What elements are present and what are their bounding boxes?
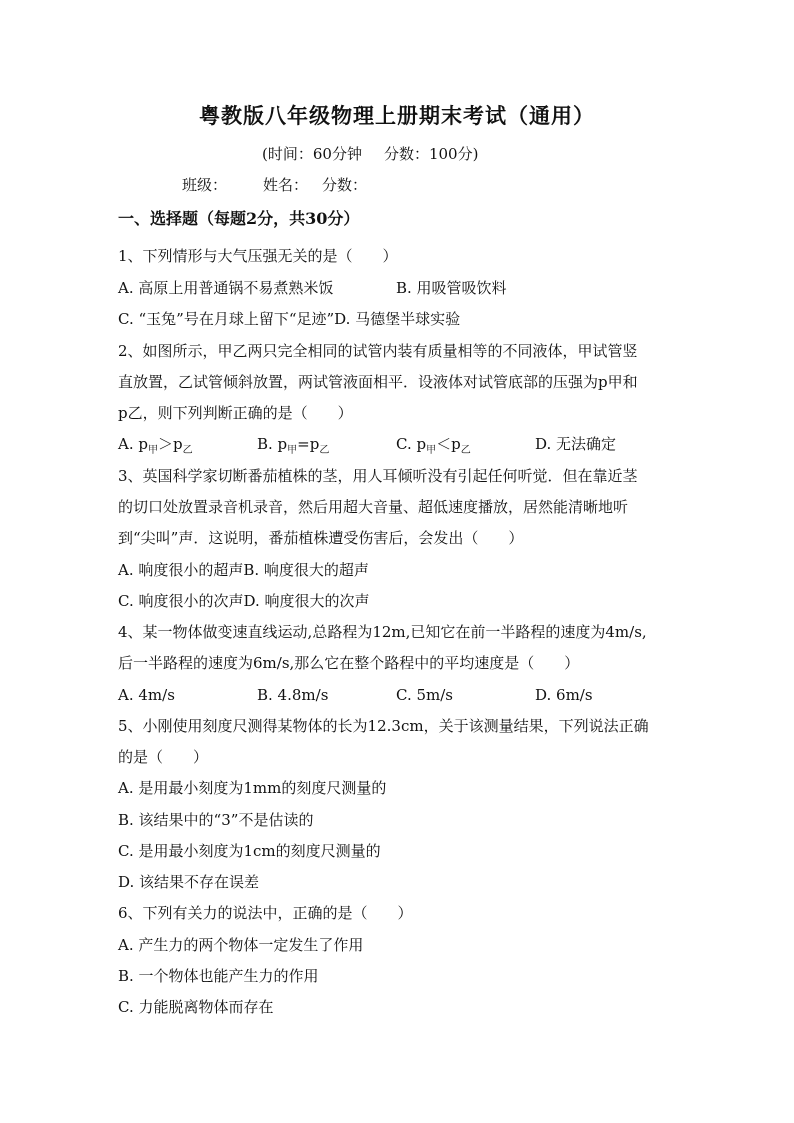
question-1-stem: 1、下列情形与大气压强无关的是（ ）: [118, 247, 398, 265]
question-5-line-1: 5、小刚使用刻度尺测得某物体的长为12.3cm，关于该测量结果，下列说法正确: [118, 717, 649, 735]
question-3-line-2: 的切口处放置录音机录音，然后用超大音量、超低速度播放，居然能清晰地听: [118, 498, 629, 516]
q4-option-b: B. 4.8m/s: [257, 686, 329, 704]
exam-time-score-info: [262, 144, 478, 164]
q5-option-c: C. 是用最小刻度为1cm的刻度尺测量的: [118, 842, 381, 860]
question-4-line-2: 后一半路程的速度为6m/s,那么它在整个路程中的平均速度是（ ）: [118, 654, 580, 672]
q6-option-b: B. 一个物体也能产生力的作用: [118, 967, 319, 985]
q6-option-c: C. 力能脱离物体而存在: [118, 998, 274, 1016]
q6-option-a: A. 产生力的两个物体一定发生了作用: [118, 936, 364, 954]
q2-option-b: B. $p_甲=p_乙$: [257, 435, 330, 456]
exam-title: 粤教版八年级物理上册期末考试（通用）: [199, 103, 595, 128]
student-info-line: [182, 175, 367, 195]
question-2-line-3: p乙，则下列判断正确的是（ ）: [118, 404, 353, 422]
q2-option-a: A. $p_甲>p_乙$: [118, 435, 193, 456]
question-4-line-1: 4、某一物体做变速直线运动,总路程为12m,已知它在前一半路程的速度为4m/s,: [118, 623, 647, 641]
question-6-stem: 6、下列有关力的说法中，正确的是（ ）: [118, 904, 413, 922]
q4-option-a: A. 4m/s: [118, 686, 175, 704]
q2-option-c: C. $p_甲<p_乙$: [396, 435, 471, 456]
question-3-options-cd: C. 响度很小的次声D. 响度很大的次声: [118, 592, 370, 610]
section-heading: 一、选择题（每题2分，共30分）: [118, 209, 360, 228]
q5-option-a: A. 是用最小刻度为1mm的刻度尺测量的: [118, 779, 387, 797]
q5-option-b: B. 该结果中的“3”不是估读的: [118, 811, 314, 829]
q5-option-d: D. 该结果不存在误差: [118, 873, 260, 891]
question-5-line-2: 的是（ ）: [118, 748, 209, 766]
q2-option-d: D. 无法确定: [535, 435, 617, 453]
question-2-line-1: 2、如图所示，甲乙两只完全相同的试管内装有质量相等的不同液体，甲试管竖: [118, 342, 638, 360]
question-2-line-2: 直放置，乙试管倾斜放置，两试管液面相平．设液体对试管底部的压强为p甲和: [118, 373, 638, 391]
time-info: (时间：60分钟: [262, 145, 362, 163]
score-info: 分数：100分): [383, 145, 479, 163]
question-4-options: [118, 685, 593, 705]
score-label: 分数：: [322, 176, 368, 194]
q4-option-d: D. 6m/s: [535, 686, 593, 704]
class-label: 班级：: [182, 176, 228, 194]
q4-option-c: C. 5m/s: [396, 686, 453, 704]
question-1-options-cd: C. “玉兔”号在月球上留下“足迹”D. 马德堡半球实验: [118, 310, 461, 328]
q1-option-b: B. 用吸管吸饮料: [396, 279, 507, 297]
question-3-line-3: 到“尖叫”声．这说明，番茄植株遭受伤害后，会发出（ ）: [118, 529, 524, 547]
question-2-options: [118, 434, 616, 461]
name-label: 姓名：: [263, 176, 309, 194]
q1-option-a: A. 高原上用普通锅不易煮熟米饭: [118, 279, 334, 297]
question-3-options-ab: A. 响度很小的超声B. 响度很大的超声: [118, 561, 369, 579]
question-3-line-1: 3、英国科学家切断番茄植株的茎，用人耳倾听没有引起任何听觉．但在靠近茎: [118, 467, 638, 485]
question-1-options-ab: [118, 278, 507, 298]
